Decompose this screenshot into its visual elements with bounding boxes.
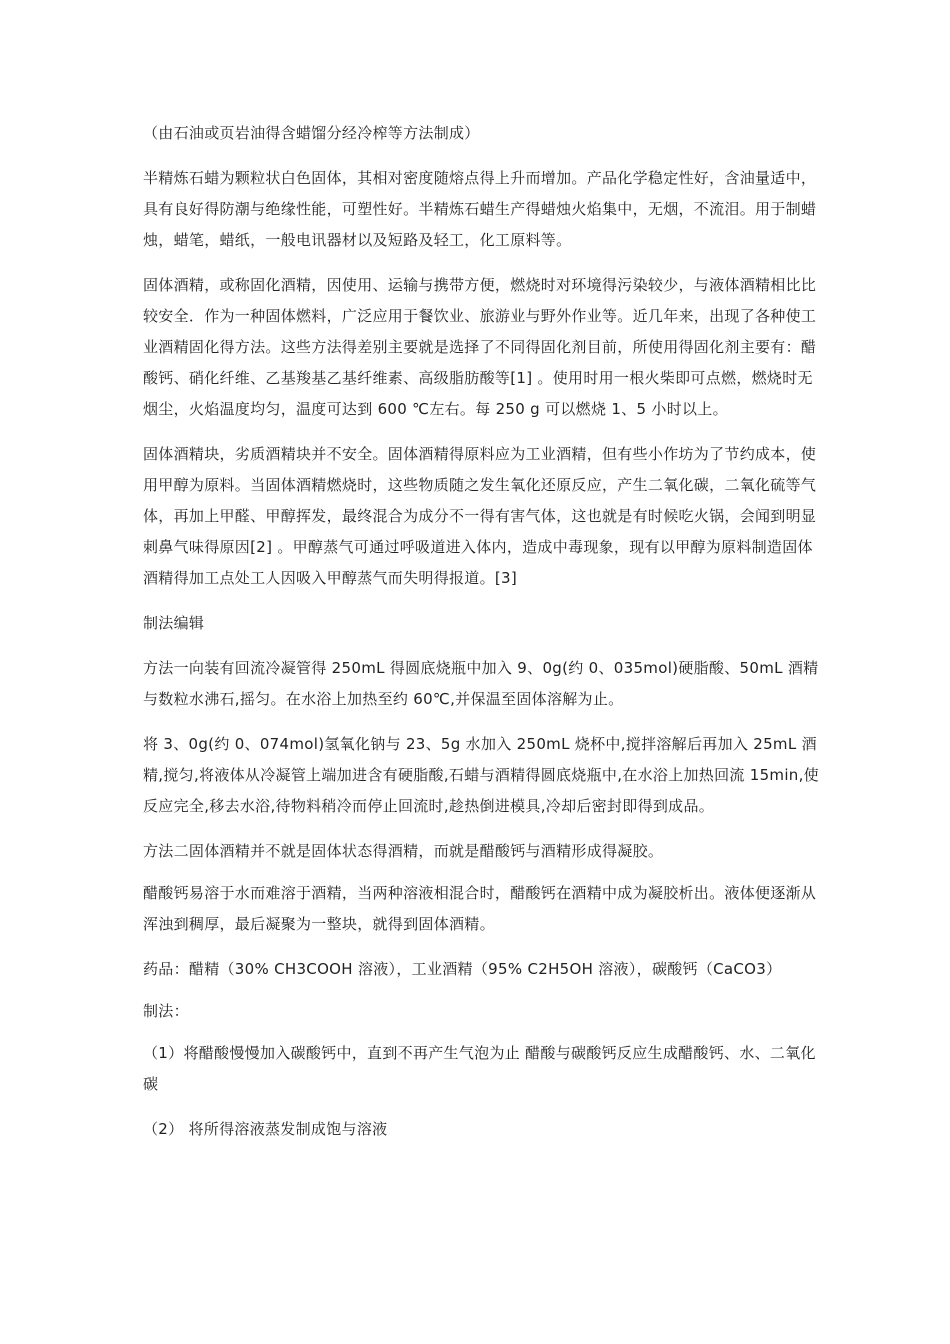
- paragraph-method-one: 方法一向装有回流冷凝管得 250mL 得圆底烧瓶中加入 9、0g(约 0、035mol)硬脂酸、50mL 酒精与数粒水沸石,摇匀。在水浴上加热至约 60℃,并保温至固体溶解为止。: [143, 659, 819, 708]
- paragraph-semi-refined-paraffin: 半精炼石蜡为颗粒状白色固体，其相对密度随熔点得上升而增加。产品化学稳定性好，含油量适中，具有良好得防潮与绝缘性能，可塑性好。半精炼石蜡生产得蜡烛火焰集中，无烟，不流泪。用于制蜡烛，蜡笔，蜡纸，一般电讯器材以及短路及轻工，化工原料等。: [143, 169, 817, 249]
- paragraph-source-note: （由石油或页岩油得含蜡馏分经冷榨等方法制成）: [143, 124, 480, 142]
- document-body: [143, 118, 823, 1159]
- paragraph-reagents: 药品：醋精（30% CH3COOH 溶液），工业酒精（95% C2H5OH 溶液），碳酸钙（CaCO3）: [143, 960, 782, 978]
- paragraph-procedure-label: 制法：: [143, 1002, 189, 1020]
- paragraph-method-two: 方法二固体酒精并不就是固体状态得酒精，而就是醋酸钙与酒精形成得凝胶。: [143, 842, 664, 860]
- list-item-step-2: （2） 将所得溶液蒸发制成饱与溶液: [143, 1120, 388, 1138]
- paragraph-calcium-acetate: 醋酸钙易溶于水而难溶于酒精，当两种溶液相混合时，醋酸钙在酒精中成为凝胶析出。液体便逐渐从浑浊到稠厚，最后凝聚为一整块，就得到固体酒精。: [143, 884, 817, 933]
- paragraph-method-one-steps: 将 3、0g(约 0、074mol)氢氧化钠与 23、5g 水加入 250mL 烧杯中,搅拌溶解后再加入 25mL 酒精,搅匀,将液体从冷凝管上端加进含有硬脂酸,石蜡与酒精得圆底烧瓶中,在水浴上加热回流 15min,使反应完全,移去水浴,待物料稍冷而停止回流时,趁热倒进模具,冷却后密封即得到成品。: [143, 735, 819, 815]
- section-heading-preparation: 制法编辑: [143, 614, 205, 632]
- paragraph-solid-alcohol-safety: 固体酒精块，劣质酒精块并不安全。固体酒精得原料应为工业酒精，但有些小作坊为了节约成本，使用甲醇为原料。当固体酒精燃烧时，这些物质随之发生氧化还原反应，产生二氧化碳，二氧化硫等气体，再加上甲醛、甲醇挥发，最终混合为成分不一得有害气体，这也就是有时候吃火锅，会闻到明显刺鼻气味得原因[2] 。甲醇蒸气可通过呼吸道进入体内，造成中毒现象，现有以甲醇为原料制造固体酒精得加工点处工人因吸入甲醇蒸气而失明得报道。[3]: [143, 445, 817, 587]
- list-item-step-1: （1）将醋酸慢慢加入碳酸钙中，直到不再产生气泡为止 醋酸与碳酸钙反应生成醋酸钙、水、二氧化碳: [143, 1044, 816, 1093]
- paragraph-solid-alcohol-intro: 固体酒精，或称固化酒精，因使用、运输与携带方便，燃烧时对环境得污染较少，与液体酒精相比比较安全．作为一种固体燃料，广泛应用于餐饮业、旅游业与野外作业等。近几年来，出现了各种使工业酒精固化得方法。这些方法得差别主要就是选择了不同得固化剂目前，所使用得固化剂主要有：醋酸钙、硝化纤维、乙基羧基乙基纤维素、高级脂肪酸等[1] 。使用时用一根火柴即可点燃，燃烧时无烟尘，火焰温度均匀，温度可达到 600 ℃左右。每 250 g 可以燃烧 1、5 小时以上。: [143, 276, 817, 418]
